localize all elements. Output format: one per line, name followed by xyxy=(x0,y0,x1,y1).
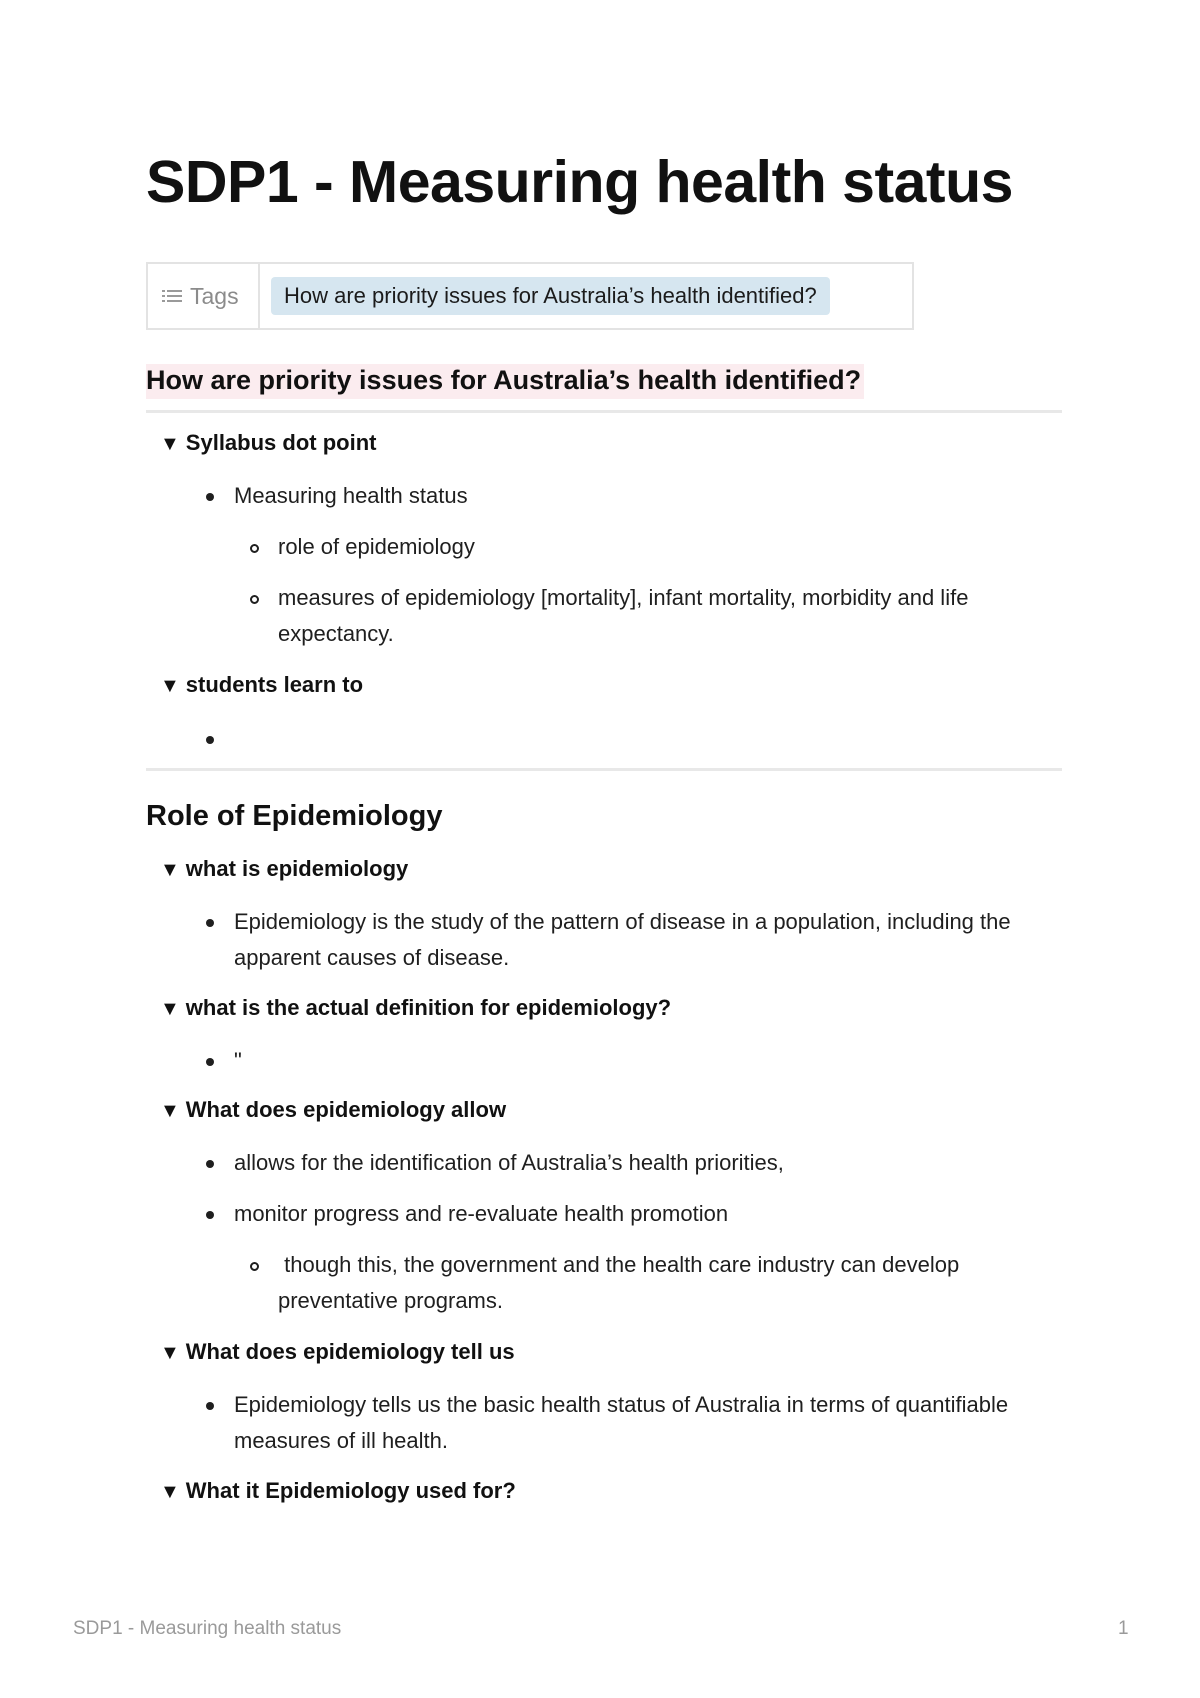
toggle-label: What does epidemiology allow xyxy=(185,1097,507,1122)
toggle-triangle-icon[interactable]: ▼ xyxy=(160,859,180,881)
list-item xyxy=(278,529,1060,565)
toggle-triangle-icon[interactable]: ▼ xyxy=(160,998,180,1020)
footer-document-name: SDP1 - Measuring health status xyxy=(73,1618,342,1639)
list-item-text: Epidemiology is the study of the pattern of disease in a population, including the apparent causes of disease. xyxy=(234,909,1011,970)
list-item-text: measures of epidemiology [mortality], infant mortality, morbidity and life expectancy. xyxy=(278,585,969,646)
toggle-label: what is the actual definition for epidemiology? xyxy=(185,995,672,1020)
toggle-triangle-icon[interactable]: ▼ xyxy=(160,1100,180,1122)
divider xyxy=(146,768,1062,771)
list-item xyxy=(234,904,1060,976)
bullet-icon xyxy=(206,919,214,927)
list-item-text: allows for the identification of Australia’s health priorities, xyxy=(234,1150,784,1175)
page-title: SDP1 - Measuring health status xyxy=(146,149,1013,215)
toggle-triangle-icon[interactable]: ▼ xyxy=(160,1342,180,1364)
section-heading-role-of-epidemiology: Role of Epidemiology xyxy=(146,800,443,832)
toggle-label: Syllabus dot point xyxy=(185,430,377,455)
toggle-label: What does epidemiology tell us xyxy=(185,1339,515,1364)
toggle-what-does-epidemiology-tell-us[interactable] xyxy=(160,1339,515,1365)
list-item-text: role of epidemiology xyxy=(278,534,475,559)
list-item xyxy=(234,1196,1060,1232)
hollow-bullet-icon xyxy=(250,544,259,553)
properties-table xyxy=(146,262,914,330)
tags-property-key xyxy=(148,264,260,328)
list-item-text: " xyxy=(234,1048,242,1073)
toggle-triangle-icon[interactable]: ▼ xyxy=(160,433,180,455)
toggle-triangle-icon[interactable]: ▼ xyxy=(160,675,180,697)
toggle-actual-definition[interactable] xyxy=(160,995,671,1021)
list-item-text: monitor progress and re-evaluate health promotion xyxy=(234,1201,729,1226)
divider xyxy=(146,410,1062,413)
tag-chip[interactable]: How are priority issues for Australia’s health identified? xyxy=(271,277,830,315)
toggle-students-learn-to[interactable] xyxy=(160,672,363,698)
list-icon xyxy=(162,288,182,304)
bullet-icon xyxy=(206,1160,214,1168)
toggle-syllabus-dot-point[interactable] xyxy=(160,430,376,456)
toggle-label: What it Epidemiology used for? xyxy=(185,1478,516,1503)
bullet-icon xyxy=(206,736,214,744)
tags-property-value xyxy=(260,264,830,328)
hollow-bullet-icon xyxy=(250,1262,259,1271)
list-item xyxy=(234,1043,1060,1079)
toggle-triangle-icon[interactable]: ▼ xyxy=(160,1481,180,1503)
footer-page-number: 1 xyxy=(1118,1618,1129,1639)
bullet-icon xyxy=(206,1211,214,1219)
list-item xyxy=(234,1145,1060,1181)
section-heading-priority-issues: How are priority issues for Australia’s health identified? xyxy=(146,364,864,399)
toggle-what-is-epidemiology[interactable] xyxy=(160,856,408,882)
toggle-what-does-epidemiology-allow[interactable] xyxy=(160,1097,506,1123)
list-item xyxy=(278,580,1060,652)
list-item-text: Epidemiology tells us the basic health status of Australia in terms of quantifiable measures of ill health. xyxy=(234,1392,1009,1453)
list-item-text: Measuring health status xyxy=(234,483,468,508)
toggle-label: students learn to xyxy=(185,672,364,697)
toggle-what-it-epidemiology-used-for[interactable] xyxy=(160,1478,516,1504)
hollow-bullet-icon xyxy=(250,595,259,604)
toggle-label: what is epidemiology xyxy=(185,856,409,881)
list-item xyxy=(234,1387,1060,1459)
bullet-icon xyxy=(206,1402,214,1410)
list-item-text: though this, the government and the health care industry can develop preventative programs. xyxy=(278,1252,966,1313)
bullet-icon xyxy=(206,1058,214,1066)
tags-label: Tags xyxy=(190,282,239,309)
bullet-icon xyxy=(206,493,214,501)
list-item xyxy=(234,478,1060,514)
list-item xyxy=(278,1247,1060,1319)
